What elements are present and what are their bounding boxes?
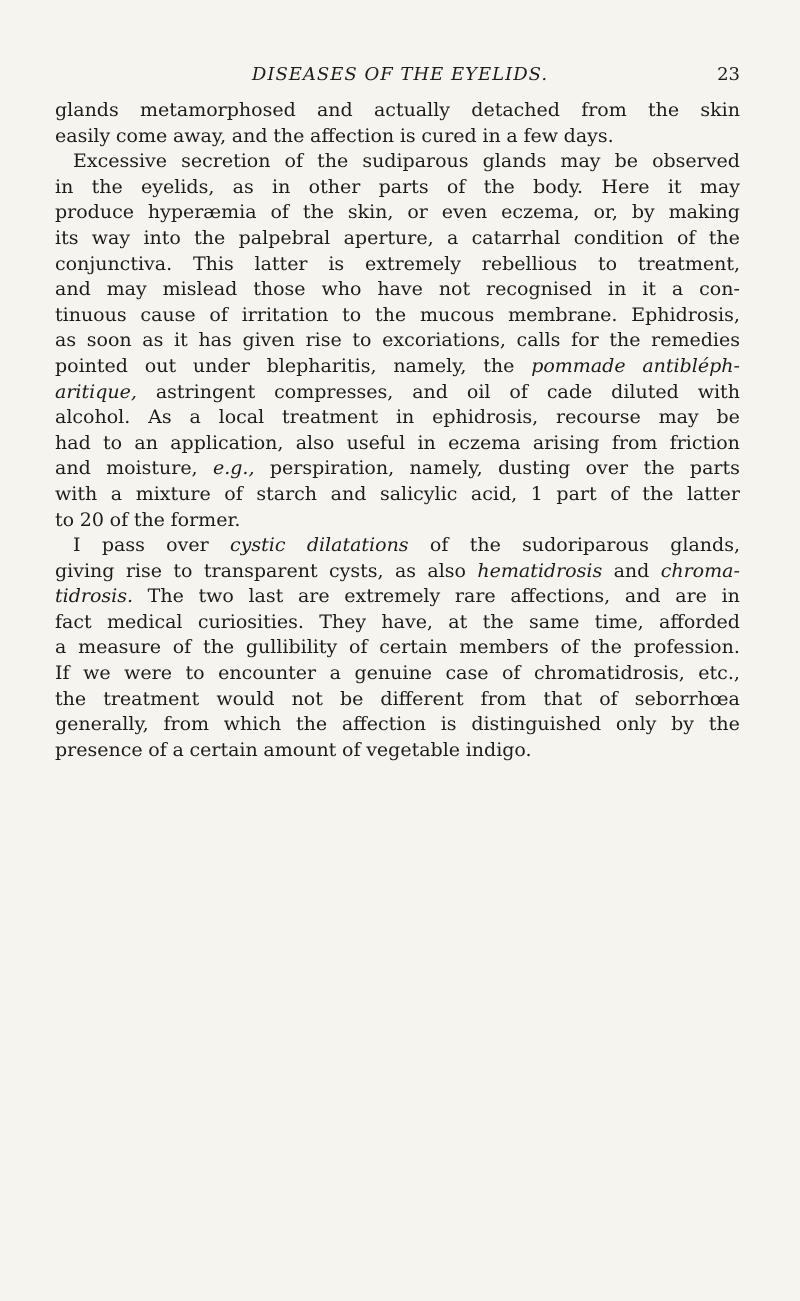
- text-line: had to an application, also useful in eczema arising from friction: [55, 431, 740, 454]
- text-line: generally, from which the affection is distinguished only by the: [55, 713, 740, 736]
- text-line: conjunctiva. This latter is extremely rebellious to treatment,: [55, 252, 740, 275]
- page-number: 23: [717, 64, 740, 85]
- text-line: tinuous cause of irritation to the mucous membrane. Ephidrosis,: [55, 303, 740, 326]
- text-line: presence of a certain amount of vegetable indigo.: [55, 738, 532, 761]
- text-line: in the eyelids, as in other parts of the body. Here it may: [55, 175, 740, 198]
- text-line: and moisture, e.g., perspiration, namely, dusting over the parts: [55, 457, 740, 480]
- text-line: as soon as it has given rise to excoriations, calls for the remedies: [55, 329, 740, 352]
- text-line: tidrosis. The two last are extremely rare affections, and are in: [55, 585, 740, 608]
- text-line: glands metamorphosed and actually detached from the skin: [55, 99, 740, 121]
- text-line: and may mislead those who have not recognised in it a con-: [55, 278, 740, 301]
- text-line: to 20 of the former.: [55, 508, 241, 531]
- running-title: DISEASES OF THE EYELIDS.: [251, 64, 549, 85]
- text-line: alcohol. As a local treatment in ephidrosis, recourse may be: [55, 406, 740, 429]
- text-line: produce hyperæmia of the skin, or even eczema, or, by making: [55, 201, 740, 224]
- text-line: I pass over cystic dilatations of the sudoriparous glands,: [73, 534, 740, 557]
- text-line: pointed out under blepharitis, namely, the pommade antibléph-: [55, 354, 740, 377]
- text-line: with a mixture of starch and salicylic acid, 1 part of the latter: [55, 482, 740, 505]
- running-head: [60, 64, 740, 92]
- text-line: aritique, astringent compresses, and oil of cade diluted with: [55, 380, 740, 403]
- text-line: Excessive secretion of the sudiparous glands may be observed: [73, 150, 740, 173]
- text-line: fact medical curiosities. They have, at the same time, afforded: [55, 610, 740, 633]
- text-line: easily come away, and the affection is cured in a few days.: [55, 124, 614, 147]
- text-line: its way into the palpebral aperture, a catarrhal condition of the: [55, 226, 740, 249]
- text-line: the treatment would not be different from that of seborrhœa: [55, 687, 740, 710]
- text-line: a measure of the gullibility of certain members of the profession.: [55, 636, 740, 659]
- text-line: giving rise to transparent cysts, as also hematidrosis and chroma-: [55, 559, 740, 582]
- body-text: [55, 98, 740, 763]
- text-line: If we were to encounter a genuine case of chromatidrosis, etc.,: [55, 662, 740, 685]
